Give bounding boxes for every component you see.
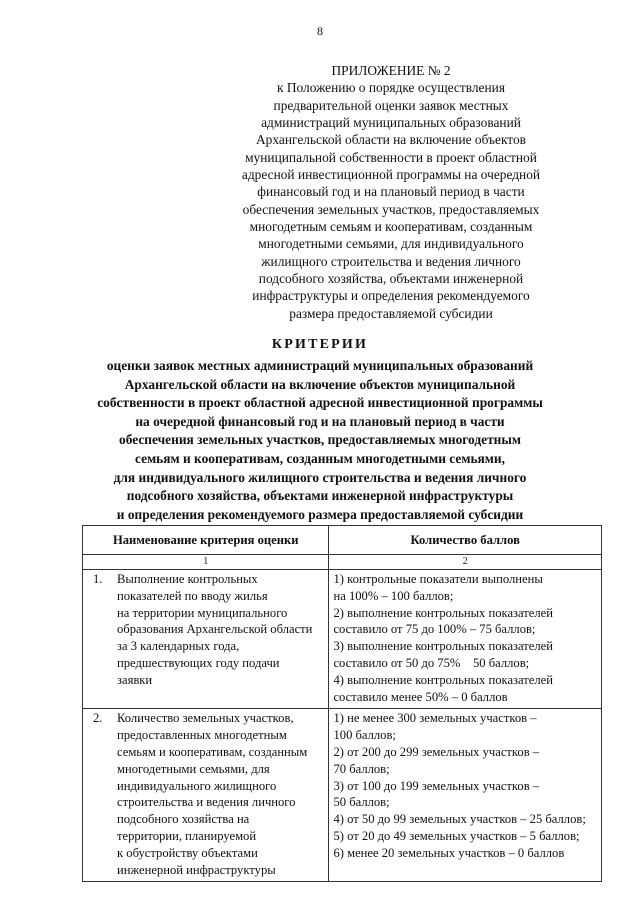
points-line: составило менее 50% – 0 баллов <box>333 689 508 704</box>
appendix-line: многодетными семьями, для индивидуального <box>258 236 524 252</box>
points-line: составило от 50 до 75% 50 баллов; <box>333 655 530 670</box>
criteria-table <box>82 525 602 882</box>
criteria-heading <box>0 336 640 524</box>
criterion-line: образования Архангельской области <box>117 622 313 637</box>
criterion-line: заявки <box>117 672 153 687</box>
criterion-line: предшествующих году подачи <box>117 655 280 670</box>
criterion-cell <box>83 570 329 709</box>
appendix-line: Архангельской области на включение объектов <box>256 132 526 148</box>
subtitle-line: собственности в проект областной адресной инвестиционной программы <box>97 395 543 411</box>
row-number: 1. <box>93 572 103 586</box>
points-line: составило от 75 до 100% – 75 баллов; <box>333 622 536 637</box>
criterion-line: на территории муниципального <box>117 605 288 620</box>
points-line: 5) от 20 до 49 земельных участков – 5 баллов; <box>333 828 580 843</box>
points-line: на 100% – 100 баллов; <box>333 588 454 603</box>
criterion-line: за 3 календарных года, <box>117 639 240 654</box>
points-line: 50 баллов; <box>333 795 390 810</box>
appendix-line: адресной инвестиционной программы на очередной <box>241 167 541 183</box>
appendix-line: администраций муниципальных образований <box>261 115 521 131</box>
points-cell <box>329 570 602 709</box>
criterion-line: показателей по вводу жилья <box>117 588 268 603</box>
points-line: 1) контрольные показатели выполнены <box>333 572 543 586</box>
criteria-subtitle <box>0 357 640 524</box>
criterion-line: подсобного хозяйства на <box>117 812 250 827</box>
table-row <box>83 570 602 709</box>
criterion-line: многодетными семьями, для <box>117 761 270 776</box>
header-points: Количество баллов <box>329 526 602 555</box>
criterion-line: территории, планируемой <box>117 828 257 843</box>
points-line: 6) менее 20 земельных участков – 0 баллов <box>333 845 565 860</box>
table-row <box>83 709 602 882</box>
points-line: 70 баллов; <box>333 761 390 776</box>
criterion-line: Количество земельных участков, <box>117 711 294 726</box>
subtitle-line: на очередной финансовый год и на плановый период в части <box>135 413 505 429</box>
appendix-line: к Положению о порядке осуществления <box>277 80 505 96</box>
appendix-line: ПРИЛОЖЕНИЕ № 2 <box>331 63 451 78</box>
points-line: 3) от 100 до 199 земельных участков – <box>333 778 540 793</box>
subtitle-line: оценки заявок местных администраций муниципальных образований <box>106 358 534 373</box>
criterion-line: предоставленных многодетным <box>117 728 287 743</box>
header-criterion-name: Наименование критерия оценки <box>83 526 329 555</box>
appendix-line: обеспечения земельных участков, предоставляемых <box>242 201 540 217</box>
criterion-line: семьям и кооперативам, созданным <box>117 744 308 759</box>
subtitle-line: семьям и кооперативам, созданным многодетными семьями, <box>135 450 505 466</box>
subtitle-line: и определения рекомендуемого размера предоставляемой субсидии <box>116 506 524 522</box>
appendix-line: инфраструктуры и определения рекомендуемого <box>252 288 530 304</box>
points-line: 1) не менее 300 земельных участков – <box>333 711 537 726</box>
criterion-line: индивидуального жилищного <box>117 778 277 793</box>
appendix-line: предварительной оценки заявок местных <box>273 97 509 113</box>
criterion-line: Выполнение контрольных <box>117 572 258 586</box>
criterion-line: инженерной инфраструктуры <box>117 862 276 877</box>
points-line: 4) выполнение контрольных показателей <box>333 672 553 687</box>
criteria-title: КРИТЕРИИ <box>271 337 369 352</box>
row-number: 2. <box>93 711 103 726</box>
points-line: 100 баллов; <box>333 728 396 743</box>
appendix-line: финансовый год и на плановый период в части <box>257 184 525 200</box>
points-line: 3) выполнение контрольных показателей <box>333 639 553 654</box>
criterion-cell <box>83 709 329 882</box>
page-number: 8 <box>317 24 323 38</box>
points-line: 2) от 200 до 299 земельных участков – <box>333 744 540 759</box>
criterion-line: к обустройству объектами <box>117 845 258 860</box>
appendix-caption <box>240 62 542 322</box>
table-header-row <box>83 526 602 555</box>
appendix-line: подсобного хозяйства, объектами инженерной <box>258 271 524 287</box>
points-cell <box>329 709 602 882</box>
column-number: 2 <box>329 555 602 570</box>
appendix-line: многодетным семьям и кооперативам, созданным <box>249 219 533 235</box>
appendix-line: муниципальной собственности в проект областной <box>245 149 537 165</box>
appendix-line: размера предоставляемой субсидии <box>289 305 493 321</box>
column-number-row <box>83 555 602 570</box>
appendix-line: жилищного строительства и ведения личного <box>261 253 521 269</box>
points-line: 2) выполнение контрольных показателей <box>333 605 553 620</box>
column-number: 1 <box>83 555 329 570</box>
subtitle-line: для индивидуального жилищного строительства и ведения личного <box>113 469 527 485</box>
points-line: 4) от 50 до 99 земельных участков – 25 баллов; <box>333 812 586 827</box>
subtitle-line: обеспечения земельных участков, предоставляемых многодетным <box>119 432 521 448</box>
subtitle-line: Архангельской области на включение объектов муниципальной <box>124 376 516 392</box>
subtitle-line: подсобного хозяйства, объектами инженерной инфраструктуры <box>126 488 514 504</box>
criterion-line: строительства и ведения личного <box>117 795 296 810</box>
